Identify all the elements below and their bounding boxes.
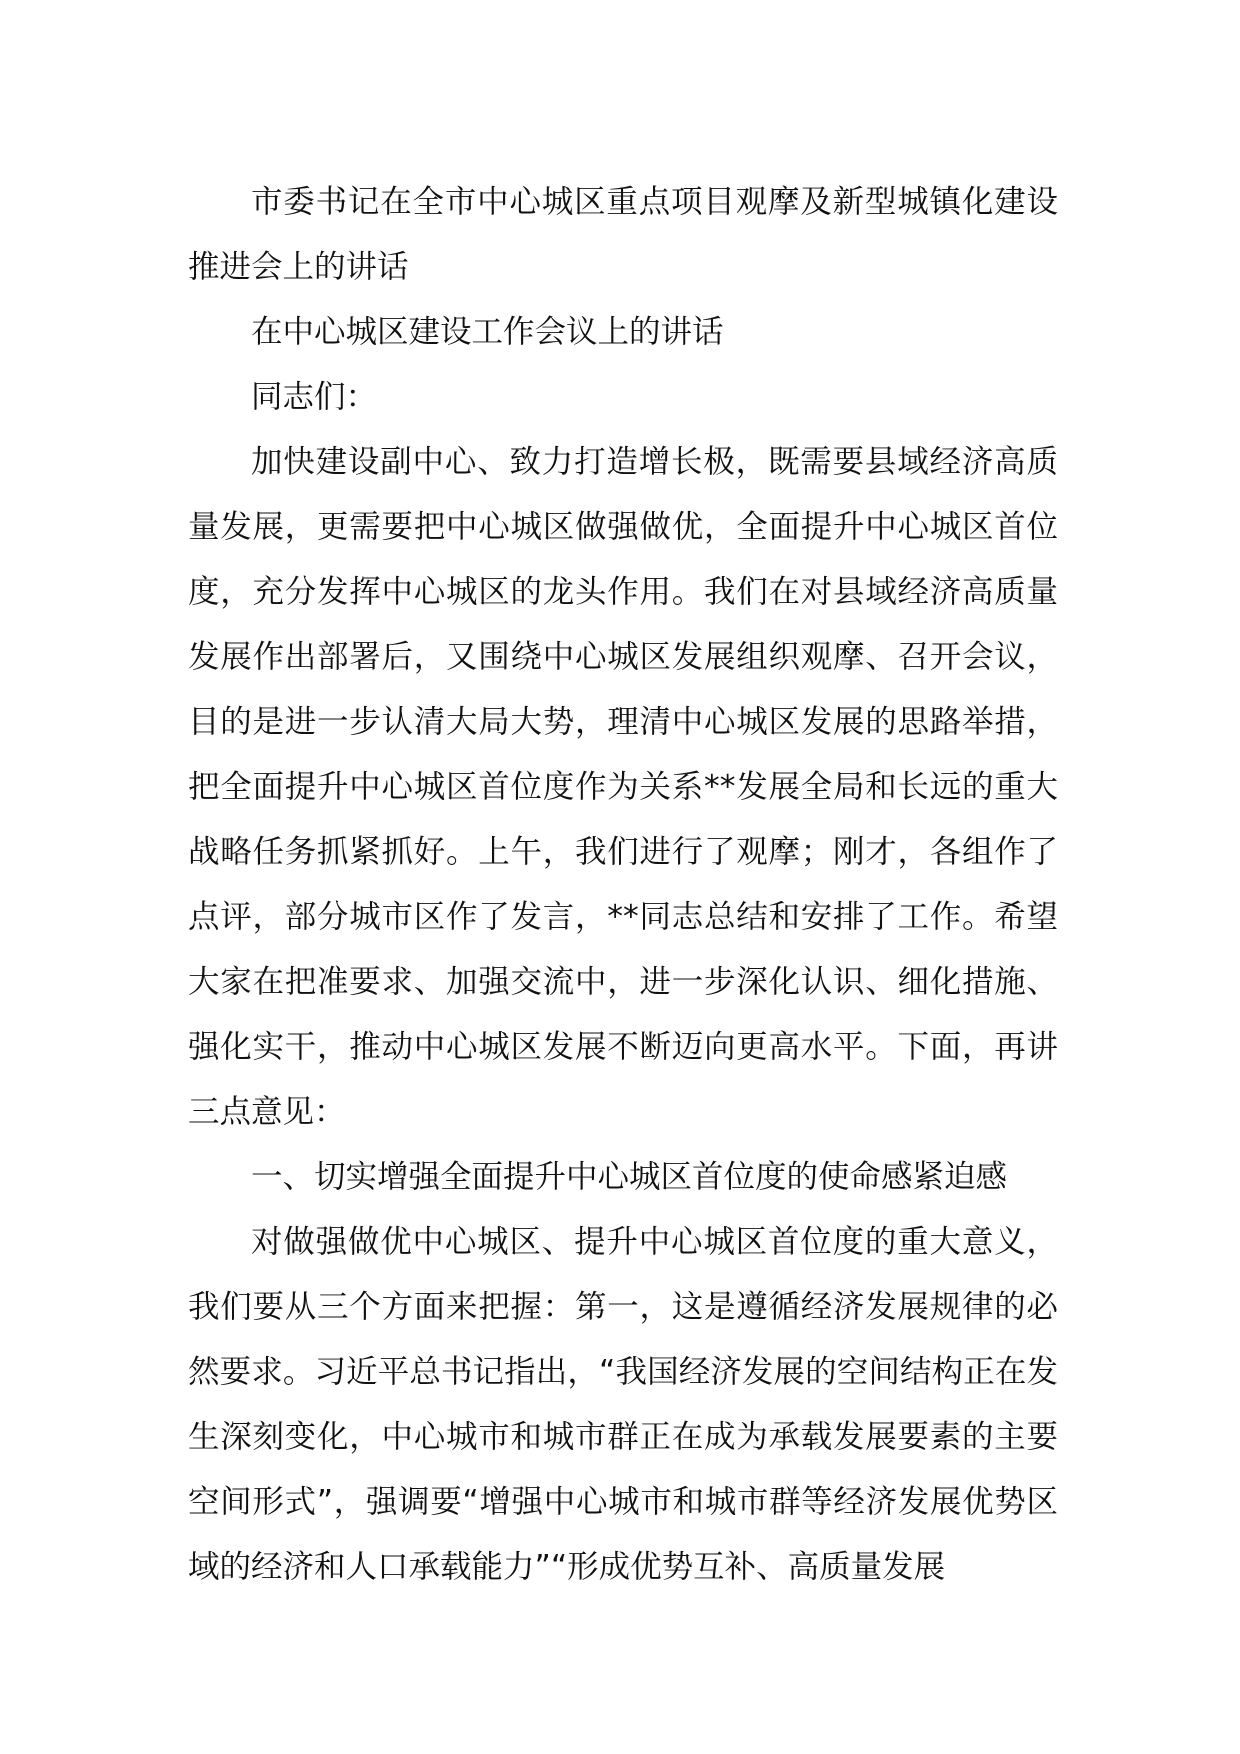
document-title: 市委书记在全市中心城区重点项目观摩及新型城镇化建设推进会上的讲话 xyxy=(188,184,1058,285)
document-subtitle: 在中心城区建设工作会议上的讲话 xyxy=(251,314,724,350)
document-page xyxy=(188,170,1058,1600)
salutation: 同志们： xyxy=(251,379,378,415)
body-paragraph-1: 加快建设副中心、致力打造增长极，既需要县域经济高质量发展，更需要把中心城区做强做优，全面提升中心城区首位度，充分发挥中心城区的龙头作用。我们在对县域经济高质量发展作出部署后，又围绕中心城区发展组织观摩、召开会议，目的是进一步认清大局大势，理清中心城区发展的思路举措，把全面提升中心城区首位度作为关系**发展全局和长远的重大战略任务抓紧抓好。上午，我们进行了观摩；刚才，各组作了点评，部分城市区作了发言，**同志总结和安排了工作。希望大家在把准要求、加强交流中，进一步深化认识、细化措施、强化实干，推动中心城区发展不断迈向更高水平。下面，再讲三点意见： xyxy=(188,444,1058,1130)
section-heading-1: 一、切实增强全面提升中心城区首位度的使命感紧迫感 xyxy=(251,1159,1008,1195)
body-paragraph-2: 对做强做优中心城区、提升中心城区首位度的重大意义，我们要从三个方面来把握：第一，这是遵循经济发展规律的必然要求。习近平总书记指出，“我国经济发展的空间结构正在发生深刻变化，中心城市和城市群正在成为承载发展要素的主要空间形式”，强调要“增强中心城市和城市群等经济发展优势区域的经济和人口承载能力”“形成优势互补、高质量发展 xyxy=(188,1224,1058,1585)
